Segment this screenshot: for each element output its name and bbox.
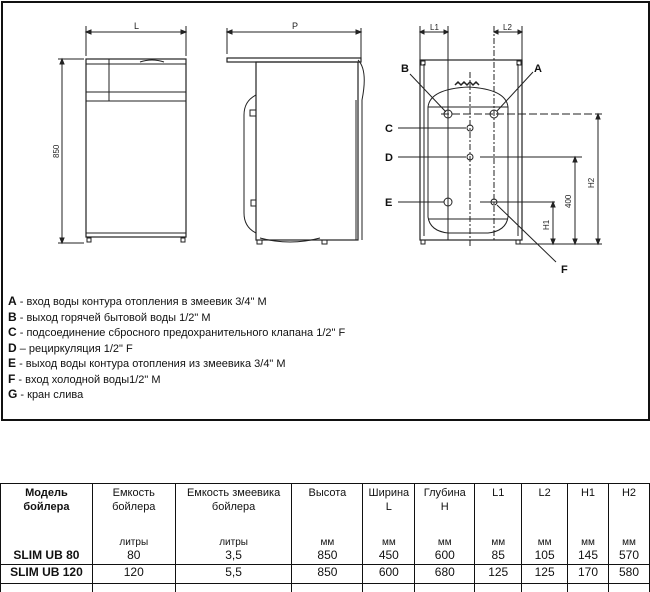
legend-item-f: F - вход холодной воды1/2" M: [8, 372, 345, 388]
header-capacity: Емкость бойлера: [92, 484, 175, 533]
point-b-label: B: [401, 63, 409, 75]
legend-item-b: B - выход горячей бытовой воды 1/2" M: [8, 310, 345, 326]
header-width: Ширина L: [363, 484, 415, 533]
side-view: [227, 21, 364, 244]
point-e-label: E: [385, 197, 392, 209]
table-row: SLIM UB 80 80 3,5 850 450 600 85 105 145 570: [1, 548, 650, 565]
header-h1: H1: [568, 484, 609, 533]
dim-400-label: 400: [564, 194, 573, 208]
dim-h2-label: H2: [587, 177, 596, 188]
rear-view: [385, 23, 602, 276]
legend-item-g: G - кран слива: [8, 387, 345, 403]
spec-table: [0, 483, 650, 592]
legend-item-a: A - вход воды контура отопления в змеевик 3/4" M: [8, 294, 345, 310]
front-view: [52, 21, 186, 243]
point-d-label: D: [385, 152, 393, 164]
front-height-label: 850: [52, 144, 61, 158]
header-model: Модель бойлера: [1, 484, 93, 533]
units-row: литры литры мм мм мм мм мм мм мм: [1, 532, 650, 548]
header-height: Высота: [292, 484, 363, 533]
header-coil-capacity: Емкость змеевика бойлера: [175, 484, 292, 533]
table-header-row: [1, 484, 650, 533]
dim-l2-label: L2: [503, 23, 512, 32]
legend-item-d: D – рециркуляция 1/2" F: [8, 341, 345, 357]
point-a-label: A: [534, 63, 542, 75]
header-l1: L1: [475, 484, 522, 533]
table-trailing-row: [1, 584, 650, 592]
table-row: SLIM UB 120 120 5,5 850 600 680 125 125 170 580: [1, 565, 650, 584]
front-width-label: L: [134, 21, 139, 31]
connection-legend: [8, 294, 345, 403]
point-f-label: F: [561, 264, 568, 276]
header-depth: Глубина H: [415, 484, 475, 533]
side-depth-label: P: [292, 21, 298, 31]
dim-h1-label: H1: [542, 219, 551, 230]
dim-l1-label: L1: [430, 23, 439, 32]
legend-item-c: C - подсоединение сбросного предохранительного клапана 1/2" F: [8, 325, 345, 341]
header-l2: L2: [522, 484, 568, 533]
point-c-label: C: [385, 123, 393, 135]
header-h2: H2: [608, 484, 649, 533]
legend-item-e: E - выход воды контура отопления из змеевика 3/4" M: [8, 356, 345, 372]
